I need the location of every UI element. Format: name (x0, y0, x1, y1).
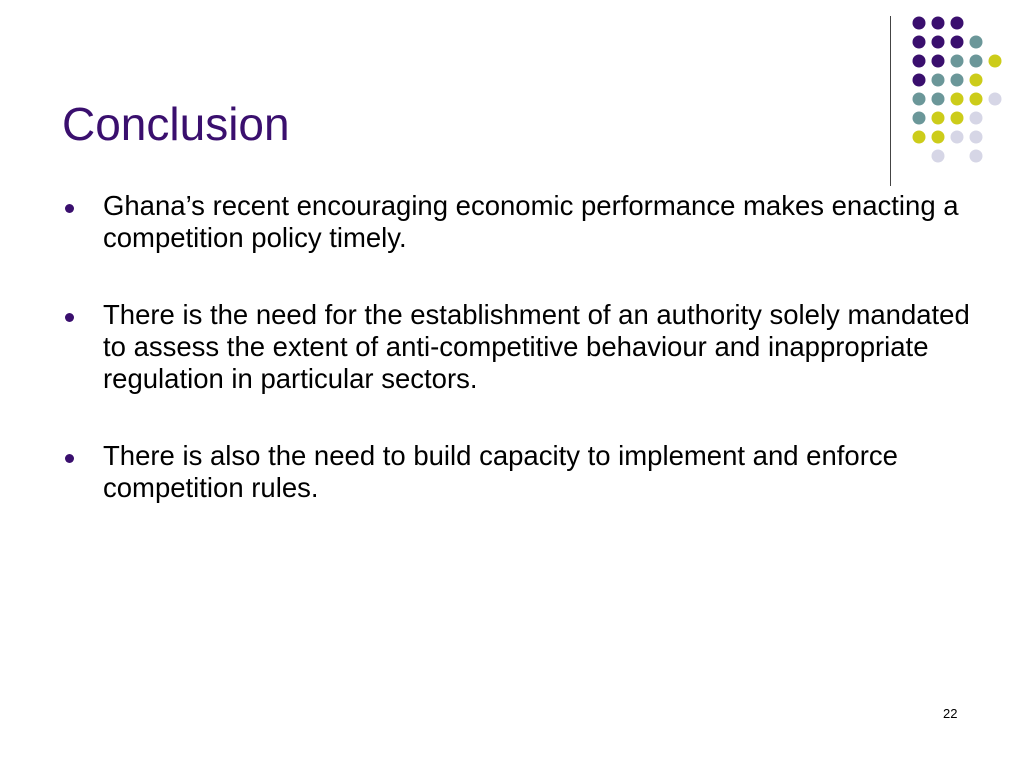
slide-title: Conclusion (62, 98, 290, 150)
bullet-item (62, 440, 982, 504)
decorative-dot-grid (900, 10, 1010, 170)
decorative-dot (970, 150, 983, 163)
decorative-dot (951, 17, 964, 30)
decorative-dot (913, 112, 926, 125)
decorative-dot (913, 17, 926, 30)
decorative-dot (989, 55, 1002, 68)
decorative-dot (951, 131, 964, 144)
decorative-dot (932, 74, 945, 87)
bullet-item (62, 299, 982, 395)
bullet-marker-icon (65, 313, 74, 322)
title-divider-line (890, 16, 891, 186)
decorative-dot (913, 74, 926, 87)
decorative-dot (932, 55, 945, 68)
decorative-dot (951, 36, 964, 49)
decorative-dot (913, 93, 926, 106)
decorative-dot (970, 74, 983, 87)
decorative-dot (970, 36, 983, 49)
bullet-marker-icon (65, 204, 74, 213)
decorative-dot (951, 112, 964, 125)
bullet-list (62, 190, 982, 549)
bullet-marker-icon (65, 454, 74, 463)
page-number: 22 (943, 706, 958, 721)
decorative-dot (913, 131, 926, 144)
decorative-dot (932, 131, 945, 144)
decorative-dot (932, 93, 945, 106)
decorative-dot (913, 55, 926, 68)
decorative-dot (970, 55, 983, 68)
bullet-text: There is also the need to build capacity to implement and enforce competition rules. (103, 440, 898, 503)
decorative-dot (913, 36, 926, 49)
decorative-dot (951, 55, 964, 68)
bullet-text: Ghana’s recent encouraging economic performance makes enacting a competition policy timely. (103, 190, 959, 253)
decorative-dot (932, 36, 945, 49)
bullet-text: There is the need for the establishment of an authority solely mandated to assess the extent of anti-competitive behaviour and inappropriate regulation in particular sectors. (103, 299, 970, 394)
decorative-dot (951, 93, 964, 106)
bullet-item (62, 190, 982, 254)
decorative-dot (932, 150, 945, 163)
decorative-dot (970, 93, 983, 106)
decorative-dot (970, 131, 983, 144)
decorative-dot (932, 112, 945, 125)
decorative-dot (932, 17, 945, 30)
decorative-dot (989, 93, 1002, 106)
decorative-dot (970, 112, 983, 125)
decorative-dot (951, 74, 964, 87)
